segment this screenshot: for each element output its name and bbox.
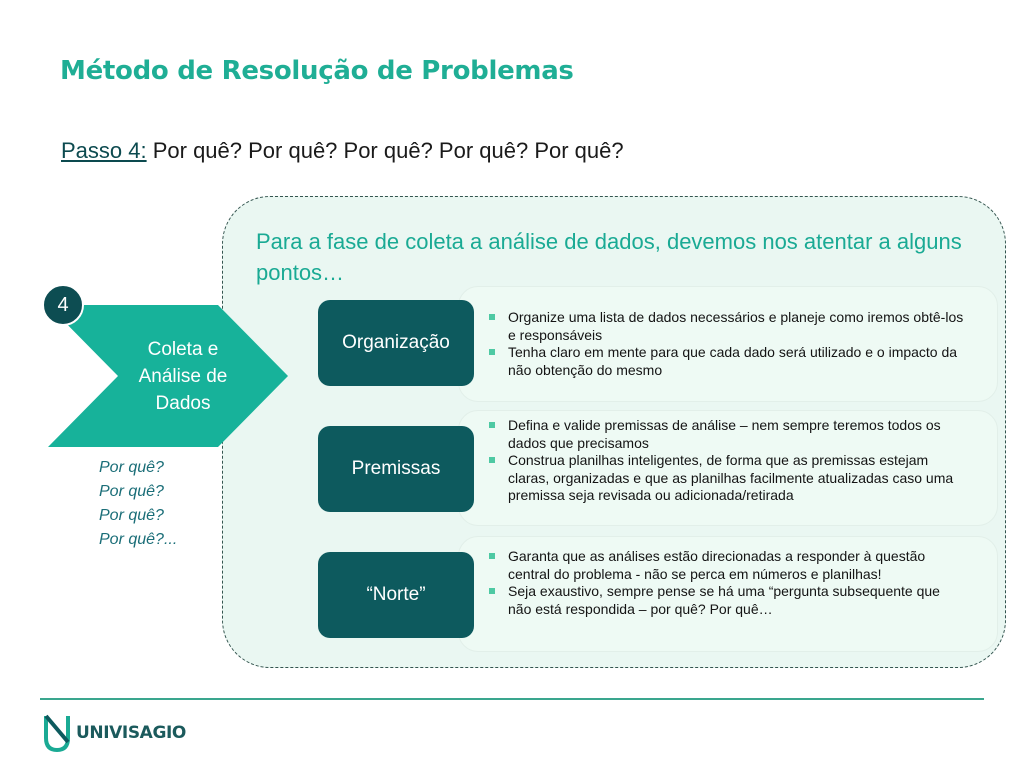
row-norte-label: “Norte” <box>318 552 474 638</box>
bullet-item: Organize uma lista de dados necessários e planeje como iremos obtê-los e responsáveis <box>486 309 966 344</box>
step-label-line-3: Dados <box>155 393 211 414</box>
why-item: Por quê? <box>99 483 164 500</box>
bullet-item: Defina e valide premissas de análise – nem sempre teremos todos os dados que precisamos <box>486 417 966 452</box>
bullet-item: Seja exaustivo, sempre pense se há uma “pergunta subsequente que não está respondida – por quê? Por quê… <box>486 583 966 618</box>
row-organizacao-label: Organização <box>318 300 474 386</box>
step-label-line-2: Análise de <box>138 366 228 387</box>
univisagio-logo-text: UNIVISAGIO <box>76 723 186 743</box>
why-item: Por quê? <box>99 507 164 524</box>
step-label-line-1: Coleta e <box>147 339 219 360</box>
univisagio-logo <box>42 712 186 754</box>
step-heading-question: Por quê? Por quê? Por quê? Por quê? Por quê? <box>146 138 624 163</box>
panel-intro: Para a fase de coleta a análise de dados, devemos nos atentar a alguns pontos… <box>256 229 962 285</box>
why-list <box>99 456 177 552</box>
page-title: Método de Resolução de Problemas <box>60 56 574 86</box>
row-premissas-bullets <box>486 417 966 505</box>
step-label <box>118 336 248 417</box>
univisagio-logo-icon <box>42 712 72 754</box>
row-premissas-label: Premissas <box>318 426 474 512</box>
why-item: Por quê? <box>99 459 164 476</box>
bullet-item: Construa planilhas inteligentes, de forma que as premissas estejam claras, organizadas e que as planilhas facilmente atualizadas caso uma premissa seja revisada ou adicionada/retirada <box>486 452 966 505</box>
row-norte-bullets <box>486 548 966 618</box>
step-heading <box>61 138 624 164</box>
row-organizacao-bullets <box>486 309 966 379</box>
bullet-item: Garanta que as análises estão direcionadas a responder à questão central do problema - não se perca em números e planilhas! <box>486 548 966 583</box>
step-heading-lead: Passo 4: <box>61 138 147 163</box>
bullet-item: Tenha claro em mente para que cada dado será utilizado e o impacto da não obtenção do mesmo <box>486 344 966 379</box>
step-number-badge: 4 <box>42 284 84 326</box>
why-item: Por quê?... <box>99 531 178 548</box>
footer-divider <box>40 698 984 700</box>
